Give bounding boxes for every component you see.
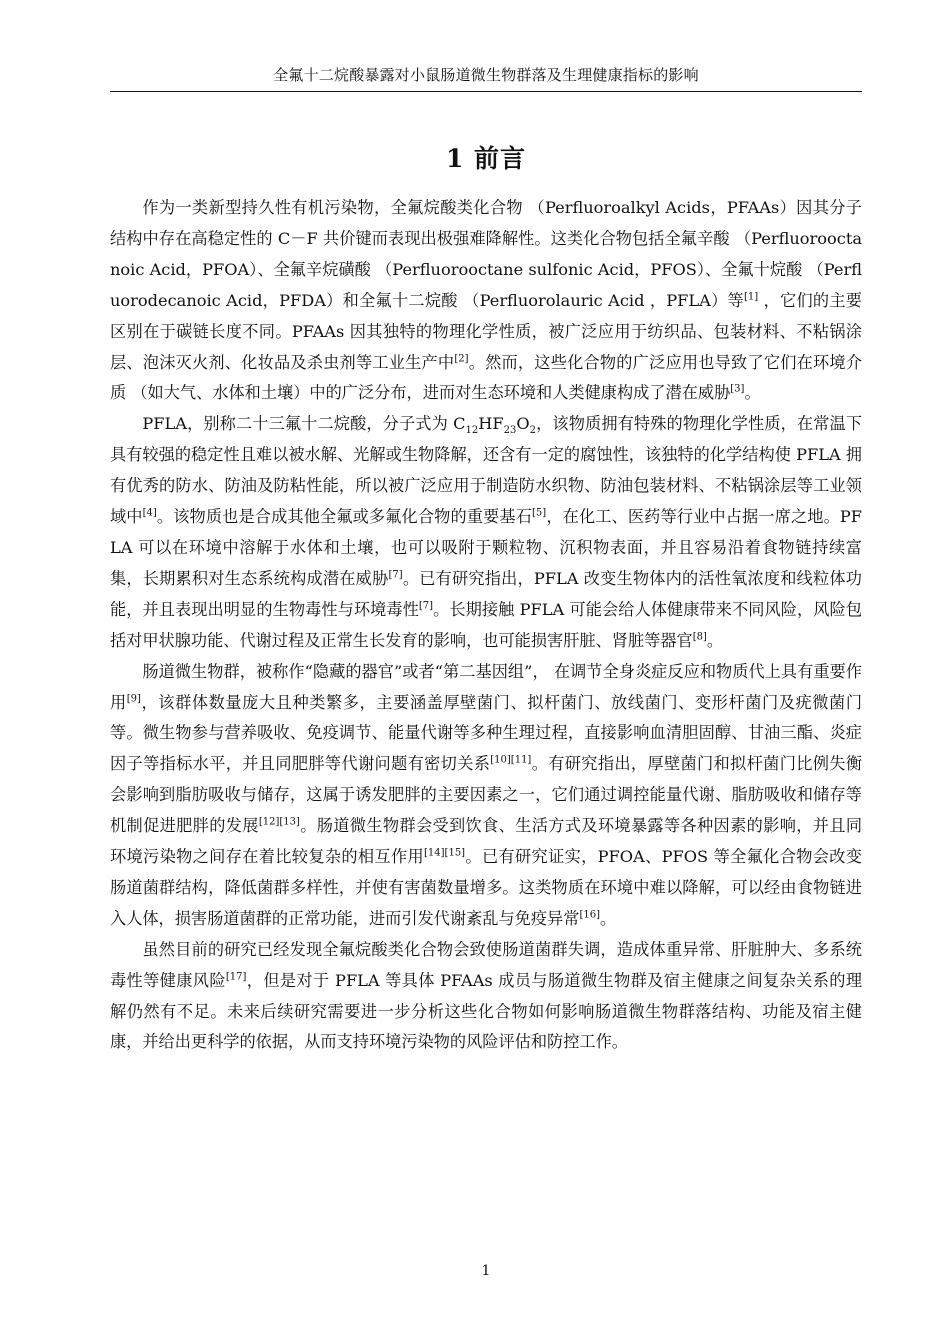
running-header: 全氟十二烷酸暴露对小鼠肠道微生物群落及生理健康指标的影响 [273,66,699,84]
paragraph-text: HF [478,414,504,434]
paragraph-text: 。有研究指出，厚壁菌门和拟杆菌门比例失衡会影响到脂肪吸收与储存，这属于诱发肥胖的主要因素之一，它们通过调控能量代谢、脂肪吸收和储存等机制促进肥胖的发展 [110,754,863,836]
paragraph-text: ，它们的主要区别在于碳链长度不同。PFAAs 因其独特的物理化学性质，被广泛应用于纺织品、包装材料、不粘锅涂层、泡沫灭火剂、化妆品及杀虫剂等工业生产中 [110,290,862,372]
paragraph [110,657,862,935]
page-number: 1 [481,1263,491,1279]
formula-subscript: 12 [465,425,479,437]
chapter-title: 1 前言 [445,143,527,173]
formula-subscript: 23 [503,425,517,437]
paragraph-text: PFLA，别称二十三氟十二烷酸，分子式为 C [142,414,466,434]
paragraph-text: O [516,414,530,434]
citation-ref: [8] [692,631,707,643]
citation-ref: [2] [454,353,469,365]
citation-ref: [7] [388,569,403,581]
citation-ref: [3] [730,384,745,396]
paragraph-text: ，但是对于 PFLA 等具体 PFAAs 成员与肠道微生物群及宿主健康之间复杂关系的理解仍然有不足。未来后续研究需要进一步分析这些化合物如何影响肠道微生物群落结构、功能及宿主健康，并给出更科学的依据，从而支持环境污染物的风险评估和防控工作。 [110,970,863,1052]
paragraph-text: 虽然目前的研究已经发现全氟烷酸类化合物会致使肠道菌群失调，造成体重异常、肝脏肿大、多系统毒性等健康风险 [110,939,862,990]
paragraph-text: 肠道微生物群，被称作“隐藏的器官”或者“第二基因组”， 在调节全身炎症反应和物质代上具有重要作用 [110,661,862,712]
citation-ref: [16] [579,909,600,921]
citation-ref: [5] [532,507,547,519]
paragraph-text: 。该物质也是合成其他全氟或多氟化合物的重要基石 [156,507,533,527]
paragraph-text: 。 [744,383,761,403]
citation-ref: [10][11] [490,754,532,766]
citation-ref: [1] [744,291,759,303]
paragraph-text: 。已有研究证实，PFOA、PFOS 等全氟化合物会改变肠道菌群结构，降低菌群多样性，并使有害菌数量增多。这类物质在环境中难以降解，可以经由食物链进入人体，损害肠道菌群的正常功能，进而引发代谢紊乱与免疫异常 [110,847,862,928]
citation-ref: [4] [142,507,157,519]
citation-ref: [17] [225,971,247,983]
body-text [110,193,862,1058]
paragraph [110,935,862,1059]
paragraph-text: 。已有研究指出，PFLA 改变生物体内的活性氧浓度和线粒体功能，并且表现出明显的生物毒性与环境毒性 [110,568,862,619]
paragraph-text: ，该群体数量庞大且种类繁多，主要涵盖厚壁菌门、拟杆菌门、放线菌门、变形杆菌门及疣微菌门等。微生物参与营养吸收、免疫调节、能量代谢等多种生理过程，直接影响血清胆固醇、甘油三酯、炎症因子等指标水平，并且同肥胖等代谢问题有密切关系 [110,692,863,774]
citation-ref: [9] [126,693,141,705]
citation-ref: [14][15] [424,847,466,859]
paragraph-text: 。然而，这些化合物的广泛应用也导致了它们在环境介质 （如大气、水体和土壤）中的广泛分布，进而对生态环境和人类健康构成了潜在威胁 [110,352,863,403]
paragraph [110,409,862,656]
paragraph-text: ，在化工、医药等行业中占据一席之地。PFLA 可以在环境中溶解于水体和土壤，也可以吸附于颗粒物、沉积物表面，并且容易沿着食物链持续富集，长期累积对生态系统构成潜在威胁 [110,507,863,588]
header-rule [110,91,862,92]
citation-ref: [7] [418,600,434,612]
paragraph-text: ，该物质拥有特殊的物理化学性质，在常温下具有较强的稳定性且难以被水解、光解或生物降解，还含有一定的腐蚀性，该独特的化学结构使 PFLA 拥有优秀的防水、防油及防粘性能，所以被广泛应用于制造防水织物、防油包装材料、不粘锅涂层等工业领域中 [110,414,863,527]
paragraph-text: 。长期接触 PFLA 可能会给人体健康带来不同风险，风险包括对甲状腺功能、代谢过程及正常生长发育的影响，也可能损害肝脏、肾脏等器官 [110,599,863,650]
paragraph-text: 。 [599,908,617,928]
paragraph-text: 。肠道微生物群会受到饮食、生活方式及环境暴露等各种因素的影响，并且同环境污染物之间存在着比较复杂的相互作用 [110,816,863,867]
paragraph-text: 。 [706,630,724,650]
citation-ref: [12][13] [258,816,300,828]
formula-subscript: 2 [529,425,536,437]
paragraph [110,193,862,409]
paragraph-text: 作为一类新型持久性有机污染物，全氟烷酸类化合物 （Perfluoroalkyl Acids，PFAAs）因其分子结构中存在高稳定性的 C－F 共价键而表现出极强难降解性。这类化合物包括全氟辛酸 （Perfluorooctanoic Acid，PFOA）、全氟辛烷磺酸 （Perfluorooctane sulfonic Acid，PFOS）、全氟十烷酸 （Perfluorodecanoic Acid，PFDA）和全氟十二烷酸 （Perfluorolauric Acid ，PFLA）等 [110,198,862,310]
